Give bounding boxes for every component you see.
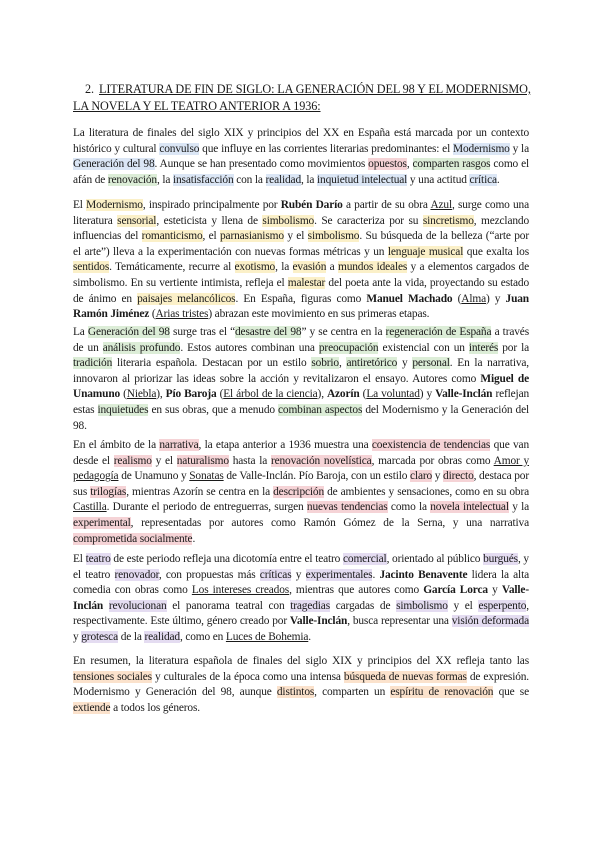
highlight: inquietudes: [97, 403, 149, 416]
text: , mientras que autores como: [289, 584, 424, 597]
highlight: desastre del 98: [235, 326, 302, 338]
highlight: comparten rasgos: [412, 158, 491, 171]
text: en sus obras, que a menudo: [148, 403, 279, 416]
text: y la: [509, 142, 529, 155]
text: como el afán de: [73, 158, 530, 186]
highlight: revolucionan: [108, 599, 167, 612]
highlight: interés: [468, 341, 499, 354]
text: literaria española. Destacan por un estilo: [112, 357, 312, 370]
highlight: parnasianismo: [220, 230, 284, 243]
text: que exalta los: [463, 245, 529, 258]
text: y: [432, 470, 444, 483]
section-number: 2.: [85, 82, 94, 96]
author-name: Valle-Inclán: [289, 615, 348, 628]
text: de ambientes y sensaciones, como en su obra: [324, 485, 530, 498]
work-title: Arias tristes: [155, 308, 209, 321]
text: , la: [156, 173, 173, 186]
author-name: Valle-Inclán: [73, 584, 529, 612]
text: por la: [498, 341, 529, 354]
highlight: exotismo: [234, 261, 276, 274]
text: de la: [118, 630, 145, 643]
text: . Aunque se han presentado como movimientos: [154, 158, 369, 171]
highlight: personal: [412, 357, 450, 370]
text: reflejan estas: [73, 388, 530, 416]
text: y la: [508, 501, 529, 514]
text: , mientras Azorín se centra en la: [126, 485, 274, 498]
text: el panorama teatral con: [166, 599, 291, 612]
text: de este periodo refleja una dicotomía entre el teatro: [110, 553, 344, 565]
highlight: claro: [410, 470, 433, 483]
text: , representadas por autores como Ramón Gómez de la Serna, y una narrativa: [130, 516, 529, 529]
text: y el: [151, 454, 177, 467]
paragraph-resumen: [73, 654, 529, 716]
highlight: Generación del 98: [87, 326, 170, 338]
highlight: comprometida socialmente: [73, 532, 193, 545]
highlight: Generación del 98: [73, 158, 155, 171]
paragraph-context: [73, 126, 529, 188]
text: (: [452, 292, 462, 305]
highlight: preocupación: [318, 341, 379, 354]
text: . Su búsqueda de la belleza (“arte por el arte”) lleva a la experimentación con nuevas formas métricas y un: [73, 230, 529, 258]
author-name: Valle-Inclán: [435, 388, 493, 401]
text: , esteticista y llena de: [156, 214, 263, 227]
text: , inspirado principalmente por: [142, 199, 281, 211]
highlight: opuestos: [368, 158, 407, 171]
text: , la: [301, 173, 318, 186]
text: , orientado al público: [386, 553, 484, 565]
text: , respectivamente. Este último, género creado por: [73, 599, 529, 628]
text: , mezclando influencias del: [73, 214, 529, 243]
text: . En España, figuras como: [235, 292, 367, 305]
work-title: Azul: [430, 199, 452, 211]
text: que van desde el: [73, 439, 529, 467]
highlight: narrativa: [159, 439, 199, 451]
work-title: Los intereses creados: [191, 584, 290, 597]
highlight: combinan aspectos: [278, 403, 363, 416]
author-name: Jacinto Benavente: [379, 568, 468, 581]
highlight: naturalismo: [176, 454, 229, 467]
text: .: [372, 568, 380, 581]
text: ),: [317, 388, 327, 401]
highlight: tradición: [73, 357, 113, 370]
highlight: Modernismo: [86, 199, 143, 211]
text: que se: [493, 686, 529, 699]
highlight: romanticismo: [141, 230, 203, 243]
text: , marcada por obras como: [371, 454, 494, 467]
text: (: [359, 388, 367, 401]
highlight: paisajes melancólicos: [137, 292, 236, 305]
text: ) y: [486, 292, 506, 305]
text: y a elementos cargados de simbolismo. En su vertiente intimista, refleja el: [73, 261, 529, 289]
text: ,: [406, 158, 413, 171]
text: del poeta ante la vida, proyectando su estado de ánimo en: [73, 276, 530, 305]
highlight: búsqueda de nuevas formas: [343, 670, 467, 683]
text: .: [496, 173, 500, 186]
highlight: teatro: [85, 553, 111, 565]
highlight: novela intelectual: [430, 501, 509, 514]
text: , busca representar una: [347, 615, 452, 628]
highlight: críticas: [259, 568, 292, 581]
highlight: simbolismo: [307, 230, 360, 243]
highlight: simbolismo: [396, 599, 448, 612]
text: .: [308, 630, 311, 643]
paragraph-generacion-98: [73, 325, 529, 434]
text: , la etapa anterior a 1936 muestra una: [198, 439, 372, 451]
highlight: trilogías: [90, 485, 127, 498]
text: . En la narrativa, innovaron al priorizar las ideas sobre la acción y revitalizaron el ensayo. Autores como: [73, 357, 529, 385]
text: y: [291, 568, 306, 581]
highlight: directo: [443, 470, 474, 483]
text: El: [73, 553, 86, 565]
text: del Modernismo y la Generación del 98.: [73, 403, 529, 432]
text: , comparten un: [314, 686, 391, 699]
text: hasta la: [228, 454, 271, 467]
text: surge tras el “: [169, 326, 236, 338]
text: a todos los géneros.: [110, 701, 200, 714]
work-title: Niebla: [126, 388, 157, 401]
text: La: [73, 326, 88, 338]
highlight: regeneración de España: [385, 326, 492, 338]
author-name: Pío Baroja: [165, 388, 217, 401]
text: (: [216, 388, 224, 401]
text: y el: [447, 599, 479, 612]
highlight: sensorial: [117, 214, 157, 227]
highlight: esperpento: [478, 599, 527, 612]
text: con la: [233, 173, 266, 186]
highlight: realismo: [113, 454, 152, 467]
text: y culturales de la época como una intensa: [151, 670, 344, 683]
work-title: La voluntad: [366, 388, 420, 401]
text: . Temáticamente, recurre al: [109, 261, 235, 274]
text: que influye en las corrientes literarias predominantes: el: [199, 142, 453, 155]
text: , el: [202, 230, 221, 243]
text: .: [192, 532, 196, 545]
text: y: [397, 357, 413, 370]
highlight: evasión: [292, 261, 327, 274]
author-name: Manuel Machado: [366, 292, 453, 305]
text: La literatura de finales del siglo XIX y principios del XX en España está marcada por un contexto histórico y cultural: [73, 127, 529, 155]
text: El: [73, 199, 87, 211]
text: y: [487, 584, 502, 597]
highlight: tensiones sociales: [73, 670, 152, 683]
highlight: insatisfacción: [172, 173, 234, 186]
work-title: Castilla: [73, 501, 107, 514]
highlight: Modernismo: [453, 142, 510, 155]
highlight: crítica: [469, 173, 497, 186]
text: lidera la alta comedia con obras como: [73, 568, 529, 597]
text: , y el teatro: [73, 553, 529, 581]
highlight: antiretórico: [346, 357, 398, 370]
highlight: coexistencia de tendencias: [371, 439, 491, 451]
text: . Estos autores combinan una: [180, 341, 319, 354]
highlight: mundos ideales: [338, 261, 408, 274]
text: , destaca por sus: [73, 470, 529, 498]
text: , como en: [179, 630, 226, 643]
section-heading: [73, 81, 533, 115]
author-name: Miguel de Unamuno: [73, 372, 529, 401]
text: ),: [156, 388, 166, 401]
text: de Unamuno y: [118, 470, 190, 483]
text: y una actitud: [407, 173, 470, 186]
paragraph-narrativa: [73, 438, 529, 547]
highlight: inquietud intelectual: [317, 173, 408, 186]
text: y: [73, 630, 82, 643]
paragraph-teatro: [73, 552, 529, 646]
highlight: sobrio: [311, 357, 339, 370]
text: , con propuestas más: [158, 568, 260, 581]
highlight: malestar: [287, 276, 326, 289]
text: [103, 600, 109, 612]
highlight: burgués: [483, 553, 518, 565]
text: como la: [387, 501, 431, 514]
text: ,: [338, 357, 347, 370]
text: a partir de su obra: [342, 199, 431, 211]
paragraph-modernismo: [73, 198, 529, 323]
highlight: visión deformada: [451, 615, 529, 628]
text: ) abrazan este movimiento en sus primeras etapas.: [208, 308, 430, 321]
highlight: convulso: [159, 142, 200, 155]
highlight: experimentales: [305, 568, 373, 581]
author-name: Rubén Darío: [280, 199, 343, 211]
work-title: El árbol de la ciencia: [223, 388, 318, 401]
highlight: experimental: [73, 516, 131, 529]
text: ) y: [419, 388, 436, 401]
highlight: espíritu de renovación: [390, 686, 494, 699]
highlight: extiende: [73, 701, 111, 714]
highlight: descripción: [273, 485, 324, 498]
highlight: renovador: [114, 568, 159, 581]
author-name: Azorín: [326, 388, 360, 401]
work-title: Sonatas: [189, 470, 224, 483]
highlight: realidad: [265, 173, 302, 186]
highlight: sincretismo: [422, 214, 474, 227]
text: ” y se centra en la: [301, 326, 386, 338]
work-title: Luces de Bohemia: [225, 630, 309, 643]
text: y el: [283, 230, 308, 243]
highlight: comercial: [343, 553, 387, 565]
author-name: García Lorca: [423, 584, 488, 597]
text: . Durante el periodo de entreguerras, surgen: [106, 501, 307, 514]
highlight: lenguaje musical: [387, 245, 464, 258]
text: En resumen, la literatura española de finales del siglo XIX y principios del XX refleja tanto las: [73, 655, 529, 667]
author-name: Juan Ramón Jiménez: [73, 292, 529, 321]
highlight: nuevas tendencias: [306, 501, 388, 514]
text: (: [120, 388, 127, 401]
highlight: tragedias: [290, 599, 330, 612]
text: , surge como una literatura: [73, 199, 529, 227]
work-title: Amor y pedagogía: [73, 454, 530, 483]
text: a: [326, 261, 338, 274]
work-title: Alma: [461, 292, 486, 305]
highlight: análisis profundo: [102, 341, 181, 354]
text: de Valle-Inclán. Pío Baroja, con un estilo: [223, 470, 411, 483]
highlight: renovación: [107, 173, 157, 186]
text: existencial con un: [378, 341, 469, 354]
highlight: sentidos: [73, 261, 110, 274]
highlight: grotesca: [81, 630, 118, 643]
text: En el ámbito de la: [73, 439, 160, 451]
text: (: [149, 308, 156, 321]
highlight: distintos: [276, 686, 315, 699]
section-title: LITERATURA DE FIN DE SIGLO: LA GENERACIÓN DEL 98 Y EL MODERNISMO, LA NOVELA Y EL TEATRO ANTERIOR A 1936:: [73, 82, 531, 113]
text: , la: [275, 261, 293, 274]
text: de expresión. Modernismo y Generación del 98, aunque: [73, 670, 530, 699]
text: cargadas de: [330, 599, 397, 612]
text: a través de un: [73, 326, 529, 354]
highlight: realidad: [144, 630, 180, 643]
highlight: simbolismo: [262, 214, 315, 227]
text: . Se caracteriza por su: [314, 214, 423, 227]
highlight: renovación novelística: [270, 454, 372, 467]
